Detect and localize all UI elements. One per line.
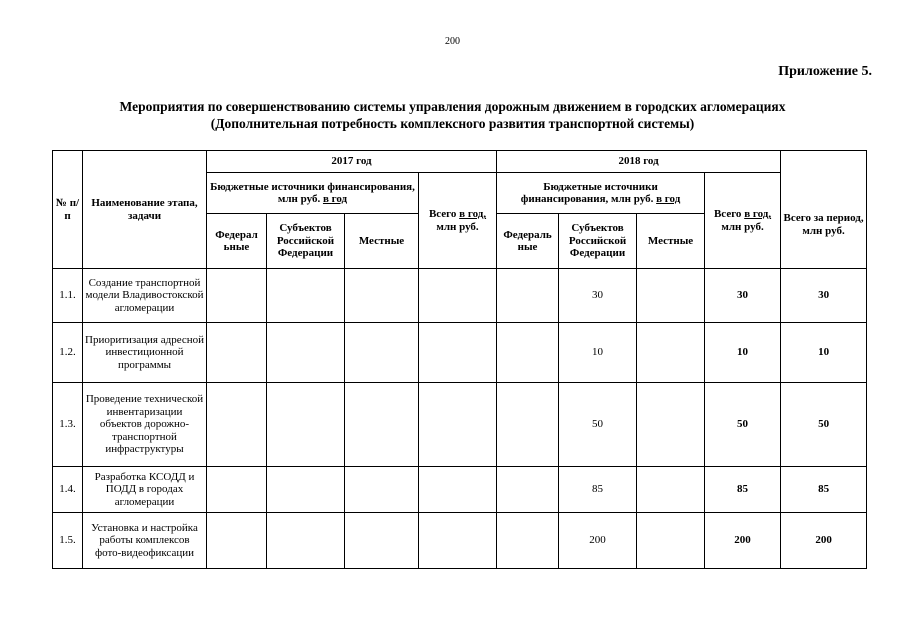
- cell-total-period: 50: [781, 383, 867, 467]
- cell-empty: [419, 269, 497, 323]
- page-number: 200: [445, 36, 460, 47]
- cell-total-2018: 85: [705, 467, 781, 513]
- header-total-2018: Всего в год, млн руб.: [705, 173, 781, 269]
- cell-empty: [497, 323, 559, 383]
- cell-empty: [207, 513, 267, 569]
- cell-empty: [267, 269, 345, 323]
- cell-empty: [207, 269, 267, 323]
- cell-empty: [267, 383, 345, 467]
- cell-empty: [267, 467, 345, 513]
- cell-empty: [345, 467, 419, 513]
- header-total-period: Всего за период, млн руб.: [781, 151, 867, 269]
- header-federal-2018: Федераль ные: [497, 214, 559, 269]
- cell-empty: [345, 513, 419, 569]
- cell-empty: [419, 383, 497, 467]
- row-number: 1.2.: [53, 323, 83, 383]
- cell-empty: [497, 383, 559, 467]
- cell-empty: [345, 383, 419, 467]
- row-number: 1.3.: [53, 383, 83, 467]
- cell-subjects-2018: 50: [559, 383, 637, 467]
- row-number: 1.5.: [53, 513, 83, 569]
- cell-empty: [637, 467, 705, 513]
- header-year-2017: 2017 год: [207, 151, 497, 173]
- cell-empty: [419, 513, 497, 569]
- header-local-2018: Местные: [637, 214, 705, 269]
- appendix-label: Приложение 5.: [778, 64, 872, 79]
- cell-subjects-2018: 30: [559, 269, 637, 323]
- header-total-2017: Всего в год, млн руб.: [419, 173, 497, 269]
- cell-empty: [207, 467, 267, 513]
- cell-empty: [637, 269, 705, 323]
- cell-total-2018: 10: [705, 323, 781, 383]
- row-name: Разработка КСОДД и ПОДД в городах агломерации: [83, 467, 207, 513]
- header-local-2017: Местные: [345, 214, 419, 269]
- cell-total-period: 30: [781, 269, 867, 323]
- cell-empty: [207, 383, 267, 467]
- cell-empty: [267, 513, 345, 569]
- cell-empty: [637, 323, 705, 383]
- cell-empty: [345, 323, 419, 383]
- row-number: 1.1.: [53, 269, 83, 323]
- header-budget-2017: Бюджетные источники финансирования, млн руб. в год: [207, 173, 419, 214]
- header-name: Наименование этапа, задачи: [83, 151, 207, 269]
- cell-empty: [497, 513, 559, 569]
- header-subjects-2017: Субъектов Российской Федерации: [267, 214, 345, 269]
- table-row: [53, 467, 867, 513]
- cell-total-period: 10: [781, 323, 867, 383]
- cell-total-2018: 200: [705, 513, 781, 569]
- cell-total-period: 200: [781, 513, 867, 569]
- cell-empty: [637, 383, 705, 467]
- cell-empty: [267, 323, 345, 383]
- header-federal-2017: Федерал ьные: [207, 214, 267, 269]
- header-subjects-2018: Субъектов Российской Федерации: [559, 214, 637, 269]
- row-name: Установка и настройка работы комплексов фото-видеофиксации: [83, 513, 207, 569]
- table-row: [53, 269, 867, 323]
- title-line-1: Мероприятия по совершенствованию системы управления дорожным движением в городских агломерациях: [119, 99, 786, 114]
- cell-total-2018: 30: [705, 269, 781, 323]
- cell-subjects-2018: 10: [559, 323, 637, 383]
- cell-empty: [419, 323, 497, 383]
- header-budget-2018: Бюджетные источники финансирования, млн руб. в год: [497, 173, 705, 214]
- cell-empty: [497, 467, 559, 513]
- row-name: Создание транспортной модели Владивостокской агломерации: [83, 269, 207, 323]
- cell-empty: [419, 467, 497, 513]
- cell-empty: [637, 513, 705, 569]
- cell-empty: [345, 269, 419, 323]
- document-title: [0, 98, 905, 132]
- cell-subjects-2018: 85: [559, 467, 637, 513]
- cell-total-2018: 50: [705, 383, 781, 467]
- header-num: № п/п: [53, 151, 83, 269]
- table-row: [53, 383, 867, 467]
- table-row: [53, 323, 867, 383]
- table-row: [53, 513, 867, 569]
- cell-total-period: 85: [781, 467, 867, 513]
- title-line-2: (Дополнительная потребность комплексного развития транспортной системы): [210, 116, 695, 131]
- header-year-2018: 2018 год: [497, 151, 781, 173]
- row-number: 1.4.: [53, 467, 83, 513]
- cell-subjects-2018: 200: [559, 513, 637, 569]
- row-name: Приоритизация адресной инвестиционной программы: [83, 323, 207, 383]
- cell-empty: [207, 323, 267, 383]
- cell-empty: [497, 269, 559, 323]
- measures-table: [52, 150, 867, 569]
- row-name: Проведение технической инвентаризации объектов дорожно-транспортной инфраструктуры: [83, 383, 207, 467]
